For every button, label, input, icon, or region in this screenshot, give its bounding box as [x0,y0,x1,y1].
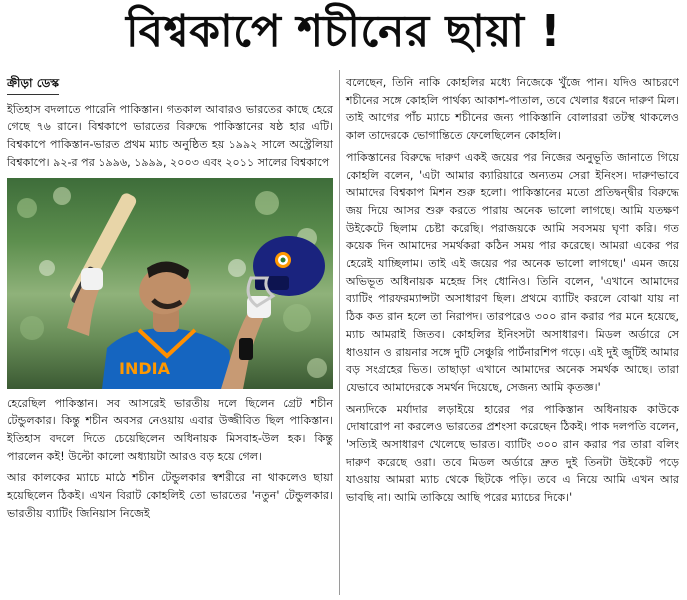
article-paragraph: ইতিহাস বদলাতে পারেনি পাকিস্তান। গতকাল আবারও ভারতের কাছে হেরে গেছে ৭৬ রানে। বিশ্বকাপে ভারতের বিরুদ্ধে পাকিস্তানের ষষ্ঠ হার এটি। বিশ্বকাপে পাকিস্তান-ভারত প্রথম ম্যাচ অনুষ্ঠিত হয় ১৯৯২ সালে অস্ট্রেলিয়া বিশ্বকাপে। ৯২-র পর ১৯৯৬, ১৯৯৯, ২০০৩ এবং ২০১১ সালের বিশ্বকাপে [7,102,333,169]
article-paragraph: বলেছেন, তিনি নাকি কোহলির মধ্যে নিজেকে খুঁজে পান। যদিও আচরণে শচীনের সঙ্গে কোহলি পার্থক্য আকাশ-পাতাল, তবে খেলার ধরনে দারুণ মিল। তাই আগের পাঁচ ম্যাচে শচীনের জন্য পাকিস্তানি বোলাররা তটস্থ থাকলেও কাল তাদেরকে ভোগান্তিতে ফেলেছিলেন কোহলি। [346,76,679,143]
article-paragraph: আর কালকের ম্যাচে মাঠে শচীন টেন্ডুলকার স্বশরীরে না থাকলেও ছায়া হয়েছিলেন ঠিকই। এখন বিরাট কোহলিই তো ভারতের 'নতুন' টেন্ডুলকার। ভারতীয় ব্যাটিং জিনিয়াস নিজেই [7,471,333,520]
cricketer-photo [7,178,333,389]
article-photo [7,178,333,389]
headline: বিশ্বকাপে শচীনের ছায়া ! [126,5,561,57]
column-divider [339,70,340,595]
jersey-text: INDIA [119,358,170,378]
article-paragraph: পাকিস্তানের বিরুদ্ধে দারুণ একই জয়ের পর নিজের অনুভূতি জানাতে গিয়ে কোহলি বলেন, 'এটা আমার ক্যারিয়ারে অন্যতম সেরা ইনিংস। দারুণভাবে আমাদের বিশ্বকাপ মিশন শুরু হলো। পাকিস্তানের মতো প্রতিদ্বন্দ্বীর বিরুদ্ধে জয় দিয়ে আসর শুরু করতে পারায় অনেক ভালো লাগছে। আমি যতক্ষণ উইকেটে ছিলাম চেষ্টা করেছি। পরাজয়কে আমি সবসময় ঘৃণা করি। গত কয়েক দিন আমাদের সমর্থকরা কঠিন সময় পার করেছে। আমরা একের পর হেরেই যাচ্ছিলাম। তাই এই জয়ের পর অনেক ভালো লাগছে।' এমন জয়ে অভিভূত অধিনায়ক মহেন্দ্র সিং ধোনিও। তিনি বলেন, 'এখানে আমাদের ব্যাটিং পারফরম্যান্সটা অসাধারণ ছিল। প্রথমে ব্যাটিং করলে বোঝা যায় না ঠিক কত রান হলে তা নিরাপদ। তারপরেও ৩০০ রান করার পর মনে হয়েছে, ম্যাচ আমরাই জিতব। কোহলির ইনিংসটা অসাধারণ। মিডল অর্ডারে সে ধাওয়ান ও রায়নার সঙ্গে দুটি সেঞ্চুরি পার্টনারশিপ গড়ে। এই দুই জুটিই আমার বড় সংগ্রহের ভিত। তাছাড়া এখানে আমাদের অনেক সমর্থক আছে। তারা যেভাবে আমাদেরকে সমর্থন দিয়েছে, সেজন্য আমি কৃতজ্ঞ।' [346,150,679,394]
article-paragraph: হেরেছিল পাকিস্তান। সব আসরেই ভারতীয় দলে ছিলেন গ্রেট শচীন টেন্ডুলকার। কিন্তু শচীন অবসর নেওয়ায় এবার উজ্জীবিত ছিল পাকিস্তান। ইতিহাস বদলে দিতে চেয়েছিলেন অধিনায়ক মিসবাহ-উল হক। কিন্তু পারলেন কই! উল্টো কালো অধ্যায়টা আরও বড় হয়ে গেল। [7,396,333,463]
byline: ক্রীড়া ডেস্ক [7,75,59,95]
article-paragraph: অন্যদিকে মর্যাদার লড়াইয়ে হারের পর পাকিস্তান অধিনায়ক কাউকে দোষারোপ না করলেও ভারতের প্রশংসা করেছেন ঠিকই। পাক দলপতি বলেন, 'সত্যিই অসাধারণ খেলেছে ভারত। ব্যাটিং ৩০০ রান করার পর তারা বলিং দারুণ করেছে ওরা। তবে মিডল অর্ডারে দ্রুত দুই তিনটা উইকেট পড়ে যাওয়ায় আমরা ম্যাচ থেকে ছিটকে পড়ি। তবে এ নিয়ে আমি এখন আর ভাবছি না। আমি তাকিয়ে আছি পরের ম্যাচের দিকে।' [346,402,679,505]
right-column [346,74,679,511]
left-column [7,75,333,526]
helmet-icon [248,236,325,306]
cricket-bat-icon [68,191,138,304]
